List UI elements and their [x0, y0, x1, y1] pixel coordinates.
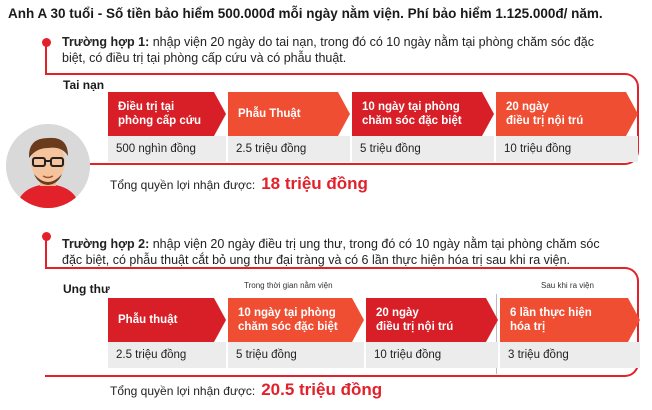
- case1-title: Trường hợp 1:: [62, 35, 150, 49]
- step-label-line1: Phẫu Thuật: [238, 108, 301, 120]
- case2-description: [62, 236, 648, 268]
- step-label-line1: 20 ngày: [506, 101, 549, 113]
- case1-step-3: [352, 92, 482, 136]
- case1-total-value: 18 triệu đồng: [261, 174, 368, 193]
- arrow-right-icon: [486, 298, 498, 342]
- case1-step-1-label: [118, 100, 201, 128]
- arrow-right-icon: [628, 298, 640, 342]
- step-label-line2: điều trị nội trú: [506, 115, 584, 127]
- step-label-line2: phòng cấp cứu: [118, 115, 202, 127]
- step-label-line2: điều trị nội trú: [376, 321, 454, 333]
- case1-step-2: [228, 92, 338, 136]
- case1-track: [45, 43, 47, 73]
- case2-step-2-amount: 5 triệu đồng: [228, 342, 364, 368]
- case2-text-line1: nhập viện 20 ngày điều trị ung thư, trong đó có 10 ngày nằm tại phòng chăm sóc: [152, 237, 600, 251]
- step-label-line1: 20 ngày: [376, 307, 419, 319]
- step-label-line1: 10 ngày tại phòng: [362, 101, 460, 113]
- case1-step-4-amount: 10 triệu đồng: [496, 136, 638, 162]
- case1-step-3-amount: 5 triệu đồng: [352, 136, 494, 162]
- case1-description: [62, 34, 648, 66]
- case1-total: [110, 174, 368, 194]
- case2-step-1-amount: 2.5 triệu đồng: [108, 342, 226, 368]
- case2-step-3: [366, 298, 486, 342]
- case1-text-line2: biệt, có điều trị tại phòng cấp cứu và có phẫu thuật.: [62, 51, 347, 65]
- case2-total-value: 20.5 triệu đồng: [261, 380, 383, 399]
- case2-label: Ung thư: [60, 282, 113, 296]
- case1-step-3-label: [362, 100, 462, 128]
- step-label-line1: 10 ngày tại phòng: [238, 307, 336, 319]
- arrow-right-icon: [214, 298, 226, 342]
- case1-step-2-amount: 2.5 triệu đồng: [228, 136, 350, 162]
- case2-step-4: [500, 298, 628, 342]
- headline: Anh A 30 tuổi - Số tiền bảo hiểm 500.000đ mỗi ngày nằm viện. Phí bảo hiểm 1.125.000đ/ năm.: [8, 6, 603, 21]
- case2-track-link: [45, 237, 47, 267]
- case1-total-label: Tổng quyền lợi nhận được:: [110, 178, 256, 192]
- case2-track-left: [45, 267, 59, 269]
- header-after: Sau khi ra viện: [541, 281, 594, 290]
- case1-step-1: [108, 92, 214, 136]
- arrow-right-icon: [214, 92, 226, 136]
- case2-step-3-amount: 10 triệu đồng: [366, 342, 498, 368]
- case2-step-1-label: [118, 313, 177, 327]
- avatar: [6, 124, 90, 208]
- case1-track-left: [45, 73, 59, 75]
- header-during: Trong thời gian nằm viện: [244, 281, 333, 290]
- case2-step-1: [108, 298, 214, 342]
- case2-title: Trường hợp 2:: [62, 237, 150, 251]
- case1-label: Tai nạn: [60, 78, 107, 92]
- arrow-right-icon: [626, 92, 638, 136]
- case2-total-label: Tổng quyền lợi nhận được:: [110, 384, 256, 398]
- case1-step-1-amount: 500 nghìn đồng: [108, 136, 226, 162]
- case2-step-2-label: [238, 306, 338, 334]
- case2-step-4-label: [510, 306, 592, 334]
- case1-step-4: [496, 92, 626, 136]
- case1-text-line1: nhập viện 20 ngày do tai nạn, trong đó có 10 ngày nằm tại phòng chăm sóc đặc: [152, 35, 595, 49]
- step-label-line1: 6 lần thực hiện: [510, 307, 592, 319]
- step-label-line2: hóa trị: [510, 321, 546, 333]
- case2-step-2: [228, 298, 352, 342]
- case2-total: [110, 380, 382, 400]
- arrow-right-icon: [482, 92, 494, 136]
- man-avatar-icon: [6, 124, 90, 208]
- step-label-line1: Phẫu thuật: [118, 314, 178, 326]
- step-label-line2: chăm sóc đặc biệt: [362, 115, 462, 127]
- arrow-right-icon: [352, 298, 364, 342]
- case2-step-4-amount: 3 triệu đồng: [500, 342, 640, 368]
- arrow-right-icon: [338, 92, 350, 136]
- step-label-line2: chăm sóc đặc biệt: [238, 321, 338, 333]
- case2-step-3-label: [376, 306, 453, 334]
- step-label-line1: Điều trị tại: [118, 101, 175, 113]
- case2-text-line2: đặc biệt, có phẫu thuật cắt bỏ ung thư đại tràng và có 6 lần thực hiện hóa trị sau khi ra viện.: [62, 253, 571, 267]
- case1-step-2-label: [238, 107, 301, 121]
- case1-step-4-label: [506, 100, 583, 128]
